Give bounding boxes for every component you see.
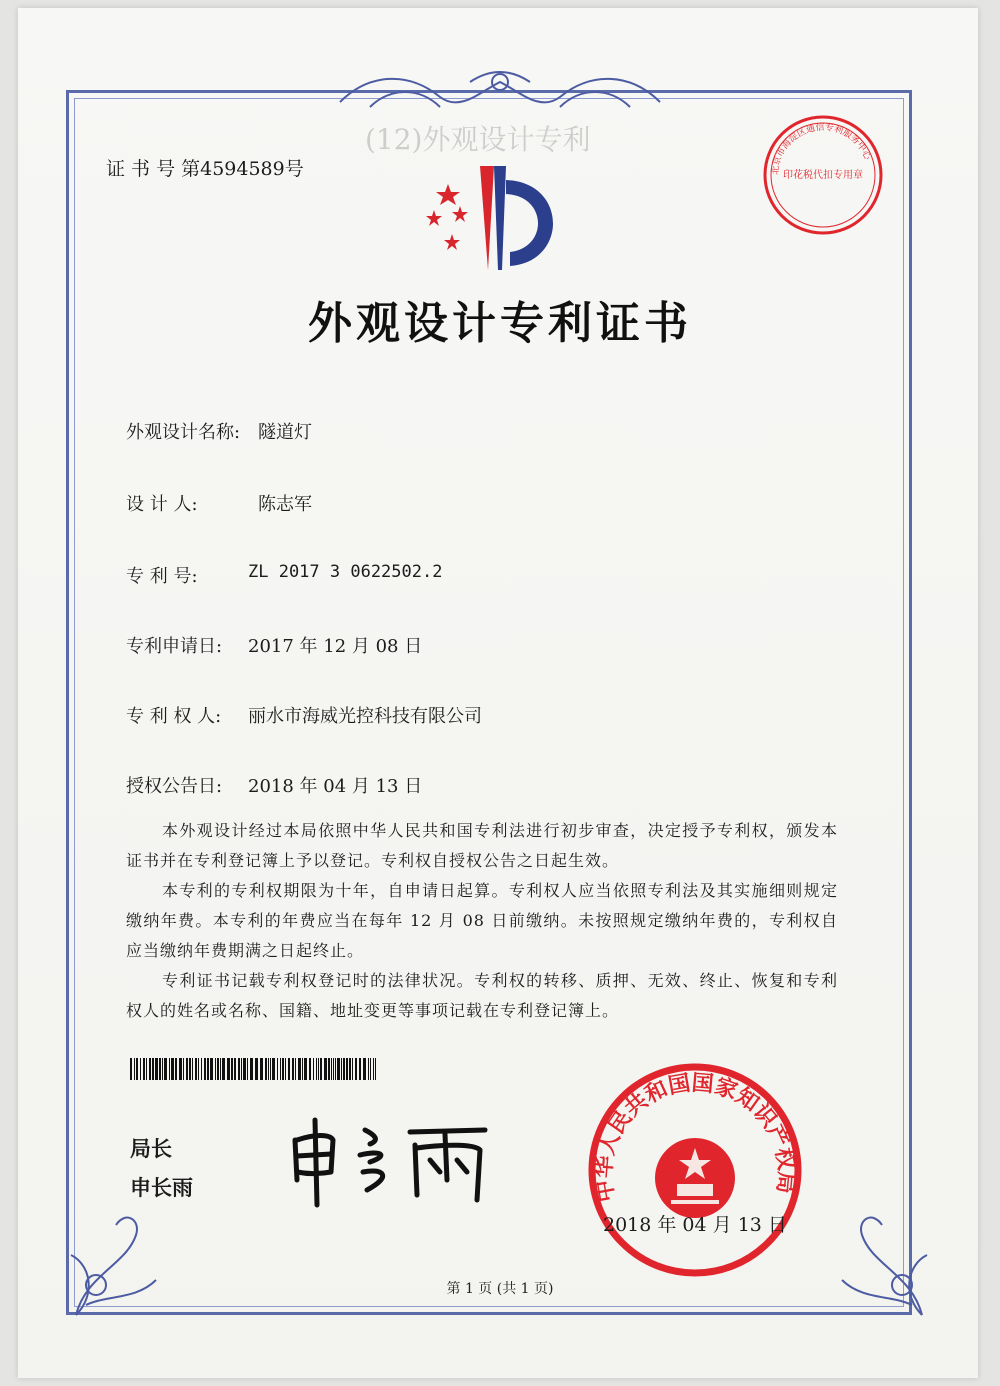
grant-date-label: 授权公告日: [126, 776, 223, 797]
design-name-value: 隧道灯 [258, 422, 312, 443]
cnipa-logo-icon [418, 162, 563, 274]
page-footer: 第 1 页 (共 1 页) [446, 1281, 554, 1297]
patent-number-value: ZL 2017 3 0622502.2 [248, 562, 443, 582]
body-paragraph-1: 本外观设计经过本局依照中华人民共和国专利法进行初步审查，决定授予专利权，颁发本证书并在专利登记簿上予以登记。专利权自授权公告之日起生效。 [126, 821, 838, 870]
application-date-label: 专利申请日: [126, 636, 223, 657]
patent-number-label: 专 利 号: [126, 566, 198, 587]
bottom-right-ornament [812, 1195, 932, 1325]
grant-date-value: 2018 年 04 月 13 日 [248, 776, 423, 797]
designer-label: 设 计 人: [126, 494, 198, 515]
body-paragraph-2: 本专利的专利权期限为十年，自申请日起算。专利权人应当依照专利法及其实施细则规定缴纳年费。本专利的年费应当在每年 12 月 08 日前缴纳。未按照规定缴纳年费的，专利权自应当缴纳年费期满之日起终止。 [126, 881, 838, 960]
director-title: 局长 [130, 1137, 172, 1161]
bottom-left-ornament [66, 1195, 186, 1325]
certificate-title: 外观设计专利证书 [308, 298, 692, 349]
barcode [130, 1058, 378, 1080]
patentee-value: 丽水市海威光控科技有限公司 [248, 706, 482, 727]
seal-date: 2018 年 04 月 13 日 [603, 1214, 787, 1236]
director-signature [285, 1110, 495, 1210]
designer-value: 陈志军 [258, 494, 312, 515]
design-name-label: 外观设计名称: [126, 422, 241, 443]
tax-stamp-inner-text: 印花税代扣专用章 [783, 170, 863, 181]
body-paragraph-3: 专利证书记载专利权登记时的法律状况。专利权的转移、质押、无效、终止、恢复和专利权人的姓名或名称、国籍、地址变更等事项记载在专利登记簿上。 [126, 971, 838, 1020]
tax-stamp [758, 110, 888, 240]
official-seal [585, 1060, 805, 1280]
top-ornament [330, 62, 670, 122]
tax-stamp-ring-text: 北京市海淀区通信专利服务中心 [770, 122, 873, 176]
director-name: 申长雨 [130, 1176, 193, 1200]
patentee-label: 专 利 权 人: [126, 706, 222, 727]
seal-ring-text: 中华人民共和国国家知识产权局 [591, 1070, 799, 1204]
faint-watermark: (12)外观设计专利 [365, 123, 591, 156]
certificate-number: 证 书 号 第4594589号 [106, 158, 304, 180]
application-date-value: 2017 年 12 月 08 日 [248, 636, 423, 657]
